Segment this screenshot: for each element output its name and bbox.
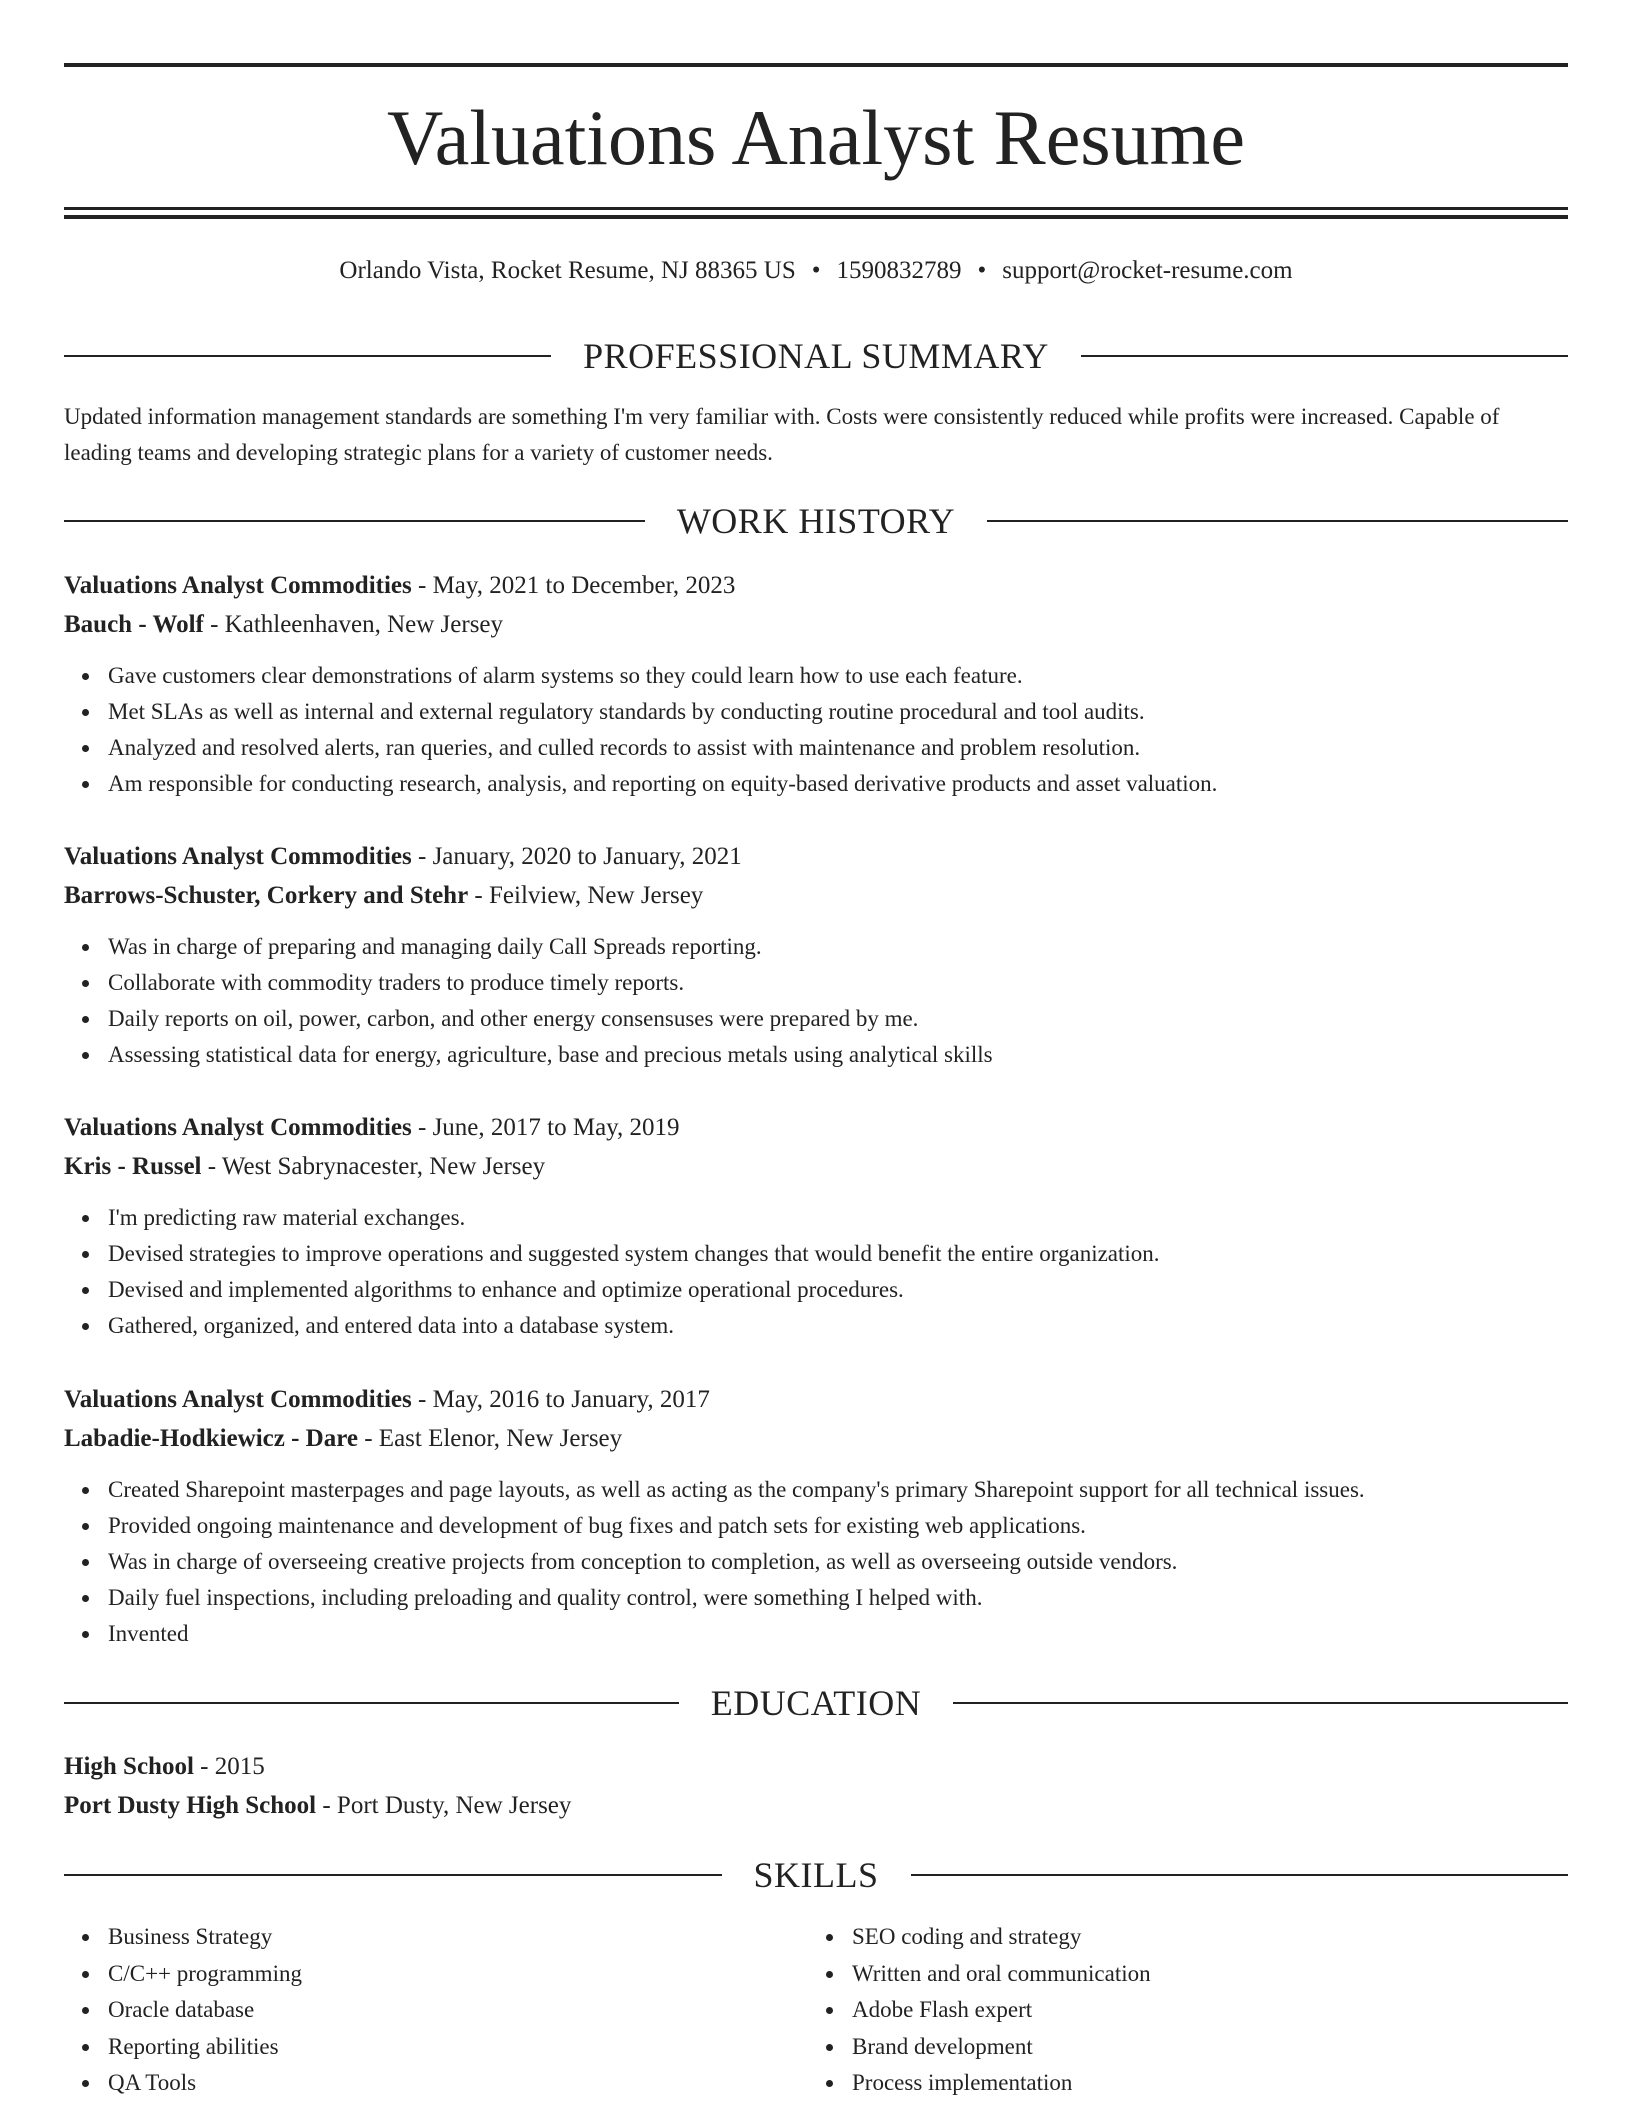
skills-list bbox=[64, 1919, 1568, 2102]
job-location: - Feilview, New Jersey bbox=[468, 882, 704, 909]
section-rule bbox=[64, 520, 645, 522]
section-rule bbox=[953, 1702, 1568, 1704]
section-rule bbox=[64, 355, 551, 357]
title-rule-lower bbox=[64, 215, 1568, 219]
job-dates: - May, 2021 to December, 2023 bbox=[411, 572, 736, 599]
job-entry bbox=[64, 1108, 1568, 1344]
job-title: Valuations Analyst Commodities bbox=[64, 843, 412, 870]
list-item: Analyzed and resolved alerts, ran queries, and culled records to assist with maintenance and problem resolution. bbox=[108, 730, 1568, 766]
section-rule bbox=[64, 1874, 722, 1876]
section-title: EDUCATION bbox=[710, 1683, 922, 1723]
list-item: Am responsible for conducting research, analysis, and reporting on equity-based derivative products and asset valuation. bbox=[108, 766, 1568, 802]
job-title: Valuations Analyst Commodities bbox=[64, 1114, 412, 1141]
education-location: - Port Dusty, New Jersey bbox=[316, 1792, 572, 1819]
contact-address: Orlando Vista, Rocket Resume, NJ 88365 US bbox=[339, 257, 796, 284]
page-title: Valuations Analyst Resume bbox=[387, 94, 1245, 181]
section-rule bbox=[911, 1874, 1569, 1876]
list-item: Gathered, organized, and entered data into a database system. bbox=[108, 1308, 1568, 1344]
job-company: Labadie-Hodkiewicz - Dare bbox=[64, 1425, 358, 1452]
skills-column-left bbox=[64, 1919, 806, 2102]
education-degree: High School bbox=[64, 1753, 194, 1780]
job-bullets bbox=[64, 1200, 1568, 1344]
skill-item: Brand development bbox=[852, 2029, 1550, 2066]
list-item: Collaborate with commodity traders to produce timely reports. bbox=[108, 965, 1568, 1001]
section-header-education bbox=[64, 1681, 1568, 1725]
list-item: Created Sharepoint masterpages and page layouts, as well as acting as the company's primary Sharepoint support for all technical issues. bbox=[108, 1472, 1568, 1508]
job-bullets bbox=[64, 658, 1568, 802]
job-location: - Kathleenhaven, New Jersey bbox=[203, 611, 504, 638]
job-dates: - May, 2016 to January, 2017 bbox=[411, 1386, 710, 1413]
list-item: Invented bbox=[108, 1616, 1568, 1652]
list-item: Was in charge of preparing and managing daily Call Spreads reporting. bbox=[108, 929, 1568, 965]
section-rule bbox=[987, 520, 1568, 522]
skill-item: SEO coding and strategy bbox=[852, 1919, 1550, 1956]
top-rule bbox=[64, 63, 1568, 67]
section-rule bbox=[64, 1702, 679, 1704]
job-entry bbox=[64, 837, 1568, 1073]
list-item: Assessing statistical data for energy, agriculture, base and precious metals using analytical skills bbox=[108, 1037, 1568, 1073]
list-item: Met SLAs as well as internal and external regulatory standards by conducting routine procedural and tool audits. bbox=[108, 694, 1568, 730]
job-location: - East Elenor, New Jersey bbox=[357, 1425, 623, 1452]
list-item: Devised and implemented algorithms to enhance and optimize operational procedures. bbox=[108, 1272, 1568, 1308]
section-title: SKILLS bbox=[753, 1855, 879, 1895]
section-header-work bbox=[64, 499, 1568, 543]
skills-column-right bbox=[806, 1919, 1550, 2102]
skill-item: Written and oral communication bbox=[852, 1956, 1550, 1993]
job-dates: - January, 2020 to January, 2021 bbox=[411, 843, 742, 870]
job-entry bbox=[64, 1380, 1568, 1652]
contact-email[interactable]: support@rocket-resume.com bbox=[1002, 257, 1293, 284]
section-title: PROFESSIONAL SUMMARY bbox=[583, 336, 1049, 376]
summary-text: Updated information management standards are something I'm very familiar with. Costs were consistently reduced while profits were increased. Capable of leading teams and developing strategic plans for a variety of customer needs. bbox=[64, 404, 1500, 465]
skill-item: Process implementation bbox=[852, 2065, 1550, 2102]
contact-phone: 1590832789 bbox=[836, 257, 962, 284]
title-rule-upper bbox=[64, 207, 1568, 210]
list-item: Devised strategies to improve operations and suggested system changes that would benefit the entire organization. bbox=[108, 1236, 1568, 1272]
job-entry bbox=[64, 566, 1568, 802]
skill-item: Business Strategy bbox=[108, 1919, 806, 1956]
section-title: WORK HISTORY bbox=[676, 501, 956, 541]
education-entry bbox=[64, 1747, 1568, 1825]
skill-item: Oracle database bbox=[108, 1992, 806, 2029]
section-header-skills bbox=[64, 1853, 1568, 1897]
job-bullets bbox=[64, 929, 1568, 1073]
job-title: Valuations Analyst Commodities bbox=[64, 1386, 412, 1413]
list-item: Gave customers clear demonstrations of alarm systems so they could learn how to use each feature. bbox=[108, 658, 1568, 694]
education-year: - 2015 bbox=[193, 1753, 265, 1780]
list-item: Provided ongoing maintenance and development of bug fixes and patch sets for existing web applications. bbox=[108, 1508, 1568, 1544]
education-school: Port Dusty High School bbox=[64, 1792, 317, 1819]
list-item: Was in charge of overseeing creative projects from conception to completion, as well as overseeing outside vendors. bbox=[108, 1544, 1568, 1580]
contact-separator: • bbox=[977, 257, 987, 284]
section-rule bbox=[1081, 355, 1568, 357]
skill-item: C/C++ programming bbox=[108, 1956, 806, 1993]
job-title: Valuations Analyst Commodities bbox=[64, 572, 412, 599]
skill-item: Reporting abilities bbox=[108, 2029, 806, 2066]
job-location: - West Sabrynacester, New Jersey bbox=[201, 1153, 546, 1180]
skill-item: QA Tools bbox=[108, 2065, 806, 2102]
contact-separator: • bbox=[811, 257, 821, 284]
job-bullets bbox=[64, 1472, 1568, 1652]
list-item: I'm predicting raw material exchanges. bbox=[108, 1200, 1568, 1236]
job-company: Barrows-Schuster, Corkery and Stehr bbox=[64, 882, 469, 909]
section-header-summary bbox=[64, 334, 1568, 378]
list-item: Daily fuel inspections, including preloading and quality control, were something I helped with. bbox=[108, 1580, 1568, 1616]
job-company: Bauch - Wolf bbox=[64, 611, 204, 638]
job-company: Kris - Russel bbox=[64, 1153, 202, 1180]
list-item: Daily reports on oil, power, carbon, and other energy consensuses were prepared by me. bbox=[108, 1001, 1568, 1037]
contact-line bbox=[64, 253, 1568, 289]
skill-item: Adobe Flash expert bbox=[852, 1992, 1550, 2029]
job-dates: - June, 2017 to May, 2019 bbox=[411, 1114, 680, 1141]
